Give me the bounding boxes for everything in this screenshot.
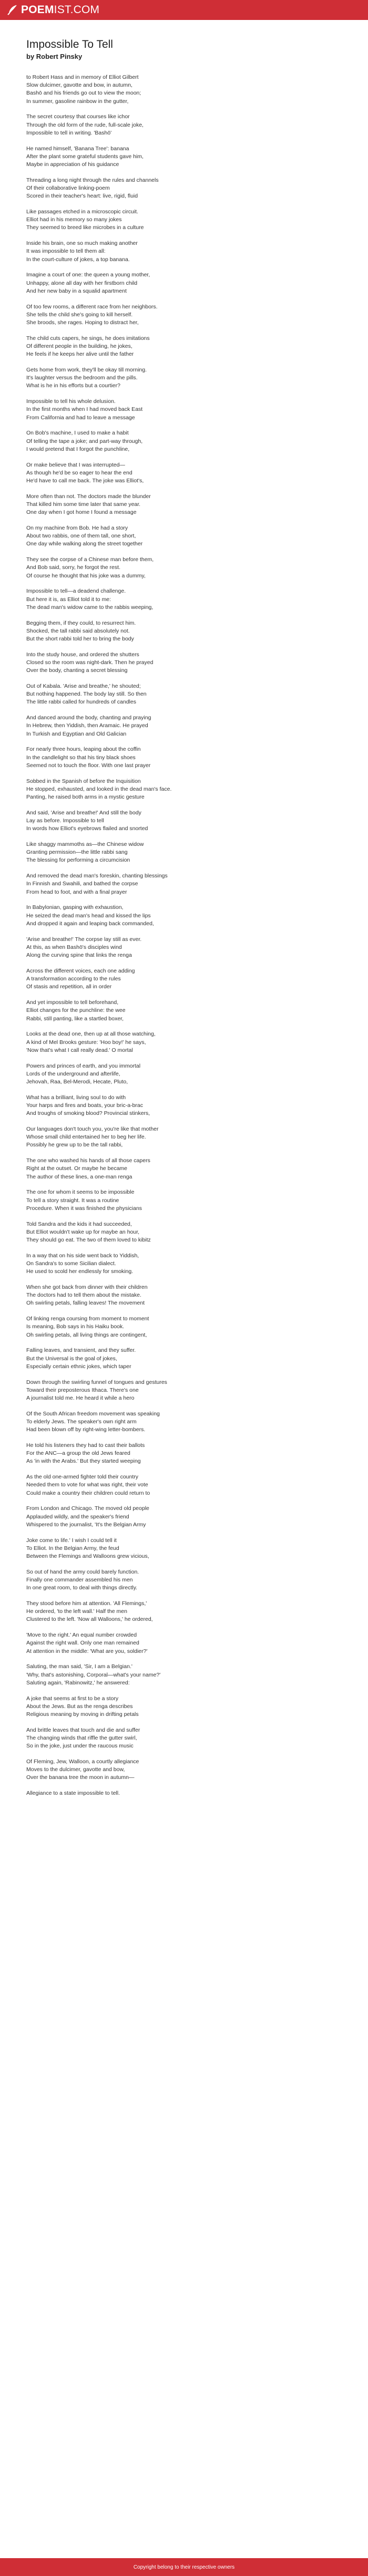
stanza — [26, 1758, 342, 1782]
poem-line: Lords of the underground and afterlife, — [26, 1070, 120, 1077]
poem-line: But the Universal is the goal of jokes, — [26, 1355, 117, 1362]
poem-line: Through the old form of the rude, full-scale joke, — [26, 121, 144, 128]
poem-line: Of too few rooms, a different race from her neighbors. — [26, 303, 158, 310]
poem-line: Clustered to the left. 'Now all Walloons,' he ordered, — [26, 1616, 153, 1623]
poem-line: And troughs of smoking blood? Provincial stinkers, — [26, 1110, 150, 1117]
poem-line: But the short rabbi told her to bring the body — [26, 636, 134, 643]
stanza — [26, 208, 342, 232]
poem-line: 'Now that's what I call really dead.' O mortal — [26, 1047, 133, 1053]
poem-line: That killed him some time later that same year. — [26, 501, 141, 508]
poem-line: To tell a story straight. It was a routine — [26, 1197, 119, 1204]
poem-line: Right at the outset. Or maybe he became — [26, 1165, 128, 1172]
poem-line: In a way that on his side went back to Yiddish, — [26, 1252, 139, 1259]
poem-line: Slow dulcimer, gavotte and bow, in autumn, — [26, 82, 132, 89]
poem-line: Scored in their teacher's heart: live, rigid, fluid — [26, 193, 138, 200]
poem-line: Maybe in appreciation of his guidance — [26, 161, 119, 168]
poem-line: They stood before him at attention. 'All Flemings,' — [26, 1600, 147, 1607]
poem-line: Whispered to the journalist, 'It's the Belgian Army — [26, 1521, 146, 1528]
poem-line: To elderly Jews. The speaker's own right arm — [26, 1418, 137, 1425]
poem-line: In the first months when I had moved back East — [26, 406, 143, 413]
poem-line: And yet impossible to tell beforehand, — [26, 999, 119, 1006]
poem-line: Shocked, the tall rabbi said absolutely not. — [26, 627, 130, 634]
stanza — [26, 872, 342, 896]
poem-line: Unhappy, alone all day with her firstborn child — [26, 280, 138, 286]
stanza — [26, 1315, 342, 1339]
stanza — [26, 556, 342, 580]
poem-line: He ordered, 'to the left wall.' Half the men — [26, 1608, 127, 1615]
stanza — [26, 1663, 342, 1687]
poem-line: On my machine from Bob. He had a story — [26, 525, 128, 532]
poem-line: A joke that seems at first to be a story — [26, 1695, 119, 1702]
poem-line: About two rabbis, one of them tall, one short, — [26, 533, 136, 540]
poem-line: The dead man's widow came to the rabbis weeping, — [26, 604, 154, 611]
stanza — [26, 1410, 342, 1434]
stanza — [26, 335, 342, 359]
stanza — [26, 240, 342, 264]
poem-line: Our languages don't touch you, you're like that mother — [26, 1125, 159, 1132]
stanza — [26, 999, 342, 1023]
poem-line: Joke come to life.' I wish I could tell it — [26, 1537, 117, 1544]
poem-line: Needed them to vote for what was right, their vote — [26, 1482, 148, 1488]
stanza — [26, 1695, 342, 1719]
poem-line: It's laughter versus the bedroom and the pills. — [26, 375, 138, 381]
poem-line: They see the corpse of a Chinese man before them, — [26, 556, 154, 563]
stanza — [26, 1505, 342, 1529]
site-footer — [0, 2558, 368, 2576]
poem-line: Of their collaborative linking-poem — [26, 185, 110, 192]
stanza — [26, 1568, 342, 1592]
poem-line: One day when I got home I found a message — [26, 509, 137, 516]
logo-light-text: IST.COM — [54, 4, 100, 16]
poem-line: The changing winds that riffle the gutter swirl, — [26, 1734, 137, 1741]
poem-line: On Bob's machine, I used to make a habit — [26, 430, 129, 437]
poem-line: 'Arise and breathe!' The corpse lay still as ever. — [26, 936, 142, 943]
logo-bold-text: POEM — [21, 4, 54, 16]
poem-line: From head to foot, and with a final prayer — [26, 888, 127, 895]
byline — [26, 53, 342, 61]
stanza — [26, 746, 342, 770]
poem-line: Oh swirling petals, falling leaves! The movement — [26, 1300, 145, 1307]
poem-line: Of the South African freedom movement was speaking — [26, 1410, 160, 1417]
stanza — [26, 398, 342, 422]
stanza — [26, 1094, 342, 1118]
poem-line: And her new baby in a squalid apartment — [26, 287, 127, 294]
poem-line: A journalist told me. He heard it while a hero — [26, 1394, 135, 1401]
stanza — [26, 1188, 342, 1213]
poem-line: Seemed not to touch the floor. With one last prayer — [26, 762, 151, 769]
poem-line: The little rabbi called for hundreds of candles — [26, 699, 136, 706]
poem-line: Elliot changes for the punchline: the wee — [26, 1007, 126, 1014]
stanza — [26, 113, 342, 137]
stanza — [26, 1157, 342, 1181]
poem-line: Bashō and his friends go out to view the moon; — [26, 90, 141, 97]
poem-line: He stopped, exhausted, and looked in the dead man's face. — [26, 785, 172, 792]
poem-line: Jehovah, Raa, Bel-Merodi, Hecate, Pluto, — [26, 1078, 128, 1085]
poem-line: They should go eat. The two of them loved to kibitz — [26, 1236, 151, 1243]
poem-line: After the plant some grateful students gave him, — [26, 153, 144, 160]
poem-line: Against the right wall. Only one man remained — [26, 1640, 139, 1647]
poem-line: Over the body, chanting a secret blessing — [26, 667, 128, 674]
poem-line: Whose small child entertained her to beg her life. — [26, 1134, 146, 1141]
poem-line: When she got back from dinner with their children — [26, 1284, 148, 1290]
stanza — [26, 1442, 342, 1466]
stanza — [26, 1631, 342, 1656]
poem-line: Saluting, the man said, 'Sir, I am a Belgian.' — [26, 1663, 132, 1670]
poem-line: Impossible to tell his whole delusion. — [26, 398, 116, 405]
poem-body — [26, 74, 342, 1797]
poem-line: He told his listeners they had to cast their ballots — [26, 1442, 145, 1449]
poem-line: Of different people in the building, he jokes, — [26, 343, 132, 350]
stanza — [26, 1537, 342, 1561]
poem-line: 'Why, that's astonishing, Corporal—what's your name?' — [26, 1671, 161, 1678]
poem-line: More often than not. The doctors made the blunder — [26, 493, 151, 500]
poem-line: In one great room, to deal with things directly. — [26, 1585, 138, 1591]
poem-line: Elliot had in his memory so many jokes — [26, 216, 122, 223]
poem-line: As 'in with the Arabs.' But they started weeping — [26, 1458, 141, 1465]
poem-line: The secret courtesy that courses like ichor — [26, 113, 130, 120]
poem-line: Imagine a court of one: the queen a young mother, — [26, 272, 150, 278]
stanza — [26, 1284, 342, 1308]
stanza — [26, 524, 342, 549]
poem-line: Granting permission—the little rabbi sang — [26, 849, 128, 856]
poem-line: Lay as before. Impossible to tell — [26, 818, 104, 824]
poem-line: Your harps and fires and boats, your bric-a-brac — [26, 1102, 143, 1109]
stanza — [26, 841, 342, 865]
poem-line: Of telling the tape a joke; and part-way through, — [26, 438, 143, 444]
poem-line: The one who washed his hands of all those capers — [26, 1157, 150, 1164]
stanza — [26, 651, 342, 675]
poem-line: He named himself, 'Banana Tree': banana — [26, 145, 129, 152]
stanza — [26, 1062, 342, 1087]
poem-line: From London and Chicago. The moved old people — [26, 1505, 149, 1512]
poem-line: The one for whom it seems to be impossible — [26, 1189, 135, 1196]
poem-line: Sobbed in the Spanish of before the Inquisition — [26, 778, 141, 784]
stanza — [26, 1125, 342, 1150]
poem-line: Looks at the dead one, then up at all those watching, — [26, 1031, 156, 1038]
stanza — [26, 809, 342, 833]
poem-line: Saluting again, 'Rabinowitz,' he answered: — [26, 1679, 130, 1686]
stanza — [26, 1726, 342, 1751]
stanza — [26, 714, 342, 738]
poem-line: On Sandra's to some Sicilian dialect. — [26, 1260, 116, 1267]
poem-line: And Bob said, sorry, he forgot the rest. — [26, 564, 120, 571]
poem-line: Inside his brain, one so much making another — [26, 240, 138, 247]
poem-line: For nearly three hours, leaping about the coffin — [26, 746, 141, 753]
poem-line: Threading a long night through the rules and channels — [26, 177, 159, 183]
poem-line: Like passages etched in a microscopic circuit. — [26, 209, 139, 215]
stanza — [26, 904, 342, 928]
poem-line: Moves to the dulcimer, gavotte and bow, — [26, 1766, 125, 1773]
site-logo-text — [21, 4, 99, 16]
poem-line: 'Move to the right.' An equal number crowded — [26, 1632, 137, 1639]
poem-line: Finally one commander assembled his men — [26, 1576, 133, 1583]
poem-line: Or make believe that I was interrupted— — [26, 461, 125, 468]
stanza — [26, 619, 342, 644]
poem-line: A kind of Mel Brooks gesture: 'Hoo boy!' he says, — [26, 1039, 146, 1046]
stanza — [26, 936, 342, 960]
quill-pen-icon — [6, 4, 18, 16]
poem-line: And danced around the body, chanting and praying — [26, 715, 151, 721]
poem-line: What is he in his efforts but a courtier? — [26, 382, 120, 389]
poem-line: A transformation according to the rules — [26, 976, 121, 982]
poem-line: In summer, gasoline rainbow in the gutter, — [26, 98, 129, 105]
poem-line: She broods, she rages. Hoping to distract her, — [26, 319, 139, 326]
poem-line: Panting, he raised both arms in a mystic gesture — [26, 794, 145, 801]
stanza — [26, 1347, 342, 1371]
poem-line: And dropped it again and leaping back commanded, — [26, 920, 154, 927]
poem-line: So in the joke, just under the raucous music — [26, 1743, 134, 1750]
poem-line: What has a brilliant, living soul to do with — [26, 1094, 126, 1101]
poem-line: For the ANC—a group the old Jews feared — [26, 1450, 130, 1457]
poem-line: Out of Kabala. 'Arise and breathe,' he shouted; — [26, 683, 141, 690]
poem-line: From California and had to leave a message — [26, 414, 135, 421]
poem-line: But here it is, as Elliot told it to me: — [26, 596, 111, 603]
poem-line: She tells the child she's going to kill herself. — [26, 311, 133, 318]
poem-line: The doctors had to tell them about the mistake. — [26, 1292, 141, 1299]
stanza — [26, 145, 342, 169]
poem-line: Of linking renga coursing from moment to moment — [26, 1316, 149, 1322]
poem-line: Allegiance to a state impossible to tell. — [26, 1790, 120, 1797]
poem-line: As the old one-armed fighter told their country — [26, 1474, 139, 1481]
poem-line: In the court-culture of jokes, a top banana. — [26, 256, 130, 263]
poem-line: And said, 'Arise and breathe!' And still the body — [26, 809, 141, 816]
poem-line: Closed so the room was night-dark. Then he prayed — [26, 659, 154, 666]
poem-line: Falling leaves, and transient, and they suffer. — [26, 1347, 136, 1354]
poem-line: The author of these lines, a one-man renga — [26, 1173, 132, 1180]
poem-line: Of Fleming, Jew, Walloon, a courtly allegiance — [26, 1758, 139, 1765]
stanza — [26, 1379, 342, 1403]
stanza — [26, 74, 342, 106]
poem-line: It was impossible to tell them all: — [26, 248, 106, 255]
byline-prefix: by — [26, 53, 35, 60]
poem-line: Of stasis and repetition, all in order — [26, 984, 112, 990]
poem-line: He'd have to call me back. The joke was Elliot's, — [26, 478, 144, 484]
poem-line: In the candlelight so that his tiny black shoes — [26, 754, 136, 761]
poem-line: So out of hand the army could barely function. — [26, 1568, 139, 1575]
poem-content — [26, 38, 342, 1805]
poem-line: At attention in the middle: 'What are you, soldier?' — [26, 1648, 148, 1654]
poem-line: Along the curving spine that links the renga — [26, 952, 132, 959]
poem-line: Between the Flemings and Walloons grew vicious, — [26, 1553, 149, 1559]
poem-line: Gets home from work, they'll be okay till morning. — [26, 367, 147, 374]
poem-line: But Elliot wouldn't wake up for maybe an hour, — [26, 1228, 140, 1235]
poem-line: Like shaggy mammoths as—the Chinese widow — [26, 841, 144, 848]
poem-line: Impossible to tell—a deadend challenge. — [26, 588, 126, 595]
stanza — [26, 967, 342, 991]
stanza — [26, 1789, 342, 1797]
poem-line: In words how Elliot's eyebrows flailed and snorted — [26, 825, 148, 832]
poem-line: Impossible to tell in writing. 'Bashō' — [26, 129, 112, 136]
poem-line: Religious meaning by moving in drifting petals — [26, 1711, 139, 1718]
poem-line: Rabbi, still panting, like a startled boxer, — [26, 1015, 124, 1022]
poem-line: In Finnish and Swahili, and bathed the corpse — [26, 881, 138, 887]
stanza — [26, 1030, 342, 1054]
poem-line: He seized the dead man's head and kissed the lips — [26, 912, 151, 919]
copyright-text: Copyright belong to their respective owners — [133, 2564, 235, 2570]
poem-line: At this, as when Bashō's disciples wind — [26, 944, 122, 950]
stanza — [26, 587, 342, 612]
poem-line: Powers and princes of earth, and you immortal — [26, 1062, 141, 1069]
stanza — [26, 682, 342, 707]
poem-line: Of course he thought that his joke was a dummy, — [26, 572, 146, 579]
poem-line: Had been blown off by right-wing letter-bombers. — [26, 1426, 146, 1433]
stanza — [26, 1220, 342, 1245]
poem-line: Over the banana tree the moon in autumn— — [26, 1774, 135, 1781]
stanza — [26, 461, 342, 485]
site-logo[interactable] — [6, 4, 99, 16]
poem-line: Told Sandra and the kids it had succeeded, — [26, 1220, 132, 1227]
poem-line: Begging them, if they could, to resurrect him. — [26, 619, 136, 626]
poem-line: Toward their preposterous Ithaca. There's one — [26, 1387, 139, 1393]
poem-line: But nothing happened. The body lay still. So then — [26, 691, 147, 698]
poem-line: Across the different voices, each one adding — [26, 967, 135, 974]
poem-line: He feels if he keeps her alive until the father — [26, 351, 134, 358]
stanza — [26, 778, 342, 802]
poem-line: Applauded wildly, and the speaker's friend — [26, 1513, 129, 1520]
poem-line: Possibly he grew up to be the tall rabbi, — [26, 1142, 123, 1149]
poem-line: As though he'd be so eager to hear the end — [26, 469, 132, 476]
stanza — [26, 1473, 342, 1497]
poem-line: Especially certain ethnic jokes, which taper — [26, 1363, 131, 1370]
poem-title: Impossible To Tell — [26, 38, 113, 50]
site-header — [0, 0, 368, 20]
poem-line: I would pretend that I forgot the punchline, — [26, 446, 130, 452]
stanza — [26, 1600, 342, 1624]
stanza — [26, 366, 342, 390]
stanza — [26, 303, 342, 327]
poem-line: To Elliot. In the Belgian Army, the feud — [26, 1545, 119, 1551]
poem-line: In Turkish and Egyptian and Old Galician — [26, 730, 127, 737]
poem-line: The blessing for performing a circumcision — [26, 857, 130, 864]
poem-line: Oh swirling petals, all living things are contingent, — [26, 1331, 147, 1338]
poem-line: In Hebrew, then Yiddish, then Aramaic. He prayed — [26, 722, 148, 729]
poem-line: Is meaning, Bob says in his Haiku book. — [26, 1323, 125, 1330]
stanza — [26, 177, 342, 201]
poem-line: In Babylonian, gasping with exhaustion, — [26, 904, 124, 911]
poem-line: Could make a country their children could return to — [26, 1489, 150, 1496]
poem-line: The child cuts capers, he sings, he does imitations — [26, 335, 150, 342]
poem-line: He used to scold her endlessly for smoking. — [26, 1268, 134, 1275]
stanza — [26, 493, 342, 517]
poem-line: About the Jews. But as the renga describes — [26, 1703, 133, 1710]
poem-line: to Robert Hass and in memory of Elliot Gilbert — [26, 74, 139, 80]
poem-line: And brittle leaves that touch and die and suffer — [26, 1726, 140, 1733]
poem-line: One day while walking along the street together — [26, 541, 143, 547]
poem-line: They seemed to breed like microbes in a culture — [26, 224, 144, 231]
poem-line: Down through the swirling funnel of tongues and gestures — [26, 1379, 167, 1385]
stanza — [26, 271, 342, 295]
author-link[interactable]: Robert Pinsky — [36, 53, 83, 60]
poem-line: And removed the dead man's foreskin, chanting blessings — [26, 873, 168, 880]
poem-line: Procedure. When it was finished the physicians — [26, 1205, 142, 1212]
poem-line: Into the study house, and ordered the shutters — [26, 651, 139, 658]
stanza — [26, 1252, 342, 1276]
stanza — [26, 429, 342, 453]
